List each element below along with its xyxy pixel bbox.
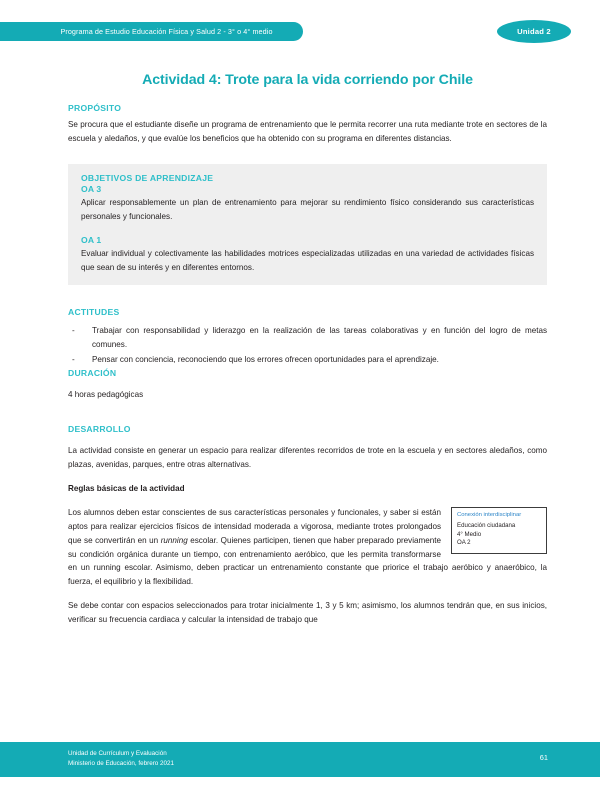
paragraph-1-part-b: escolar. Quienes participen, tienen que haber preparado previamente su condición orgánica durante un tiempo, con entrenamiento aeróbico, que les permita transformarse en un running escolar. Asimismo, deben practicar un entrenamiento constante que priorice el trabajo aeróbico y anaeróbico, la fuerza, el equilibrio y la flexibilidad. bbox=[68, 535, 547, 587]
page-number: 61 bbox=[539, 753, 548, 762]
side-box-subject: Educación ciudadana bbox=[457, 521, 516, 529]
oa-code-2: OA 1 bbox=[81, 234, 102, 245]
side-box-level: 4° Medio bbox=[457, 530, 482, 538]
section-desarrollo bbox=[68, 424, 547, 627]
proposito-text: Se procura que el estudiante diseñe un programa de entrenamiento que le permita recorrer una ruta mediante trote en sectores de la escuela y aledaños, y que evalúe los beneficios que ha obtenido con su programa en diferentes distancias. bbox=[68, 120, 547, 143]
unit-badge-label: Unidad 2 bbox=[517, 27, 551, 36]
section-duracion bbox=[68, 368, 547, 402]
list-item bbox=[68, 324, 547, 352]
section-actitudes bbox=[68, 307, 547, 367]
side-box-oa: OA 2 bbox=[457, 539, 471, 547]
section-proposito bbox=[68, 103, 547, 146]
proposito-heading: PROPÓSITO bbox=[68, 103, 122, 114]
section-objetivos-aprendizaje bbox=[68, 164, 547, 286]
actitudes-heading: ACTITUDES bbox=[68, 307, 120, 318]
actitudes-list bbox=[68, 324, 547, 367]
oa-code-1: OA 3 bbox=[81, 183, 102, 194]
actitudes-item-text: Pensar con conciencia, reconociendo que los errores ofrecen oportunidades para el aprendizaje. bbox=[92, 355, 439, 365]
oa-text-1: Aplicar responsablemente un plan de entrenamiento para mejorar su rendimiento físico considerando sus características personales y funcionales. bbox=[81, 197, 534, 221]
list-item bbox=[68, 353, 547, 367]
objetivos-heading: OBJETIVOS DE APRENDIZAJE bbox=[81, 172, 214, 183]
unit-badge bbox=[497, 20, 571, 43]
footer-institution bbox=[68, 749, 174, 769]
desarrollo-paragraph-2: Se debe contar con espacios seleccionados para trotar inicialmente 1, 3 y 5 km; asimismo, los alumnos tendrán que, en sus inicios, verificar su frecuencia cardiaca y calcular la intensidad de trabajo que bbox=[68, 601, 547, 625]
footer-line-2: Ministerio de Educación, febrero 2021 bbox=[68, 759, 175, 767]
paragraph-1-part-a: Los alumnos deben estar conscientes de sus características personales y funcionales, y saber si están aptos para realizar ejercicios físicos de intensidad moderada a vigorosa, mediante trotes prolongados que se convertirán en un bbox=[68, 507, 441, 545]
program-banner bbox=[0, 22, 303, 41]
page-header bbox=[0, 0, 600, 56]
dash-marker: - bbox=[72, 355, 75, 365]
side-box-title: Conexión interdisciplinar bbox=[457, 511, 522, 518]
page-title: Actividad 4: Trote para la vida corriendo por Chile bbox=[142, 72, 473, 88]
desarrollo-subheading: Reglas básicas de la actividad bbox=[68, 483, 185, 493]
oa-text-2: Evaluar individual y colectivamente las habilidades motrices especializadas utilizadas en una variedad de actividades físicas que sean de su interés y en diferentes entornos. bbox=[81, 248, 534, 272]
desarrollo-heading: DESARROLLO bbox=[68, 424, 131, 435]
page-footer bbox=[0, 742, 600, 777]
program-label: Programa de Estudio Educación Física y Salud 2 - 3° o 4° medio bbox=[60, 27, 273, 36]
actitudes-item-text: Trabajar con responsabilidad y liderazgo en la realización de las tareas colaborativas y en función del logro de metas comunes. bbox=[92, 326, 547, 350]
dash-marker: - bbox=[72, 326, 75, 336]
duracion-text: 4 horas pedagógicas bbox=[68, 390, 144, 400]
page-content bbox=[68, 64, 547, 627]
paragraph-1-italic-term: running bbox=[160, 535, 188, 545]
duracion-heading: DURACIÓN bbox=[68, 368, 117, 379]
desarrollo-intro: La actividad consiste en generar un espacio para realizar diferentes recorridos de trote en la escuela y en sectores aledaños, como plazas, avenidas, parques, entre otras alternativas. bbox=[68, 446, 547, 469]
desarrollo-body-with-sidebox bbox=[68, 506, 547, 589]
footer-line-1: Unidad de Currículum y Evaluación bbox=[68, 750, 167, 757]
conexion-interdisciplinar-box bbox=[451, 507, 547, 554]
